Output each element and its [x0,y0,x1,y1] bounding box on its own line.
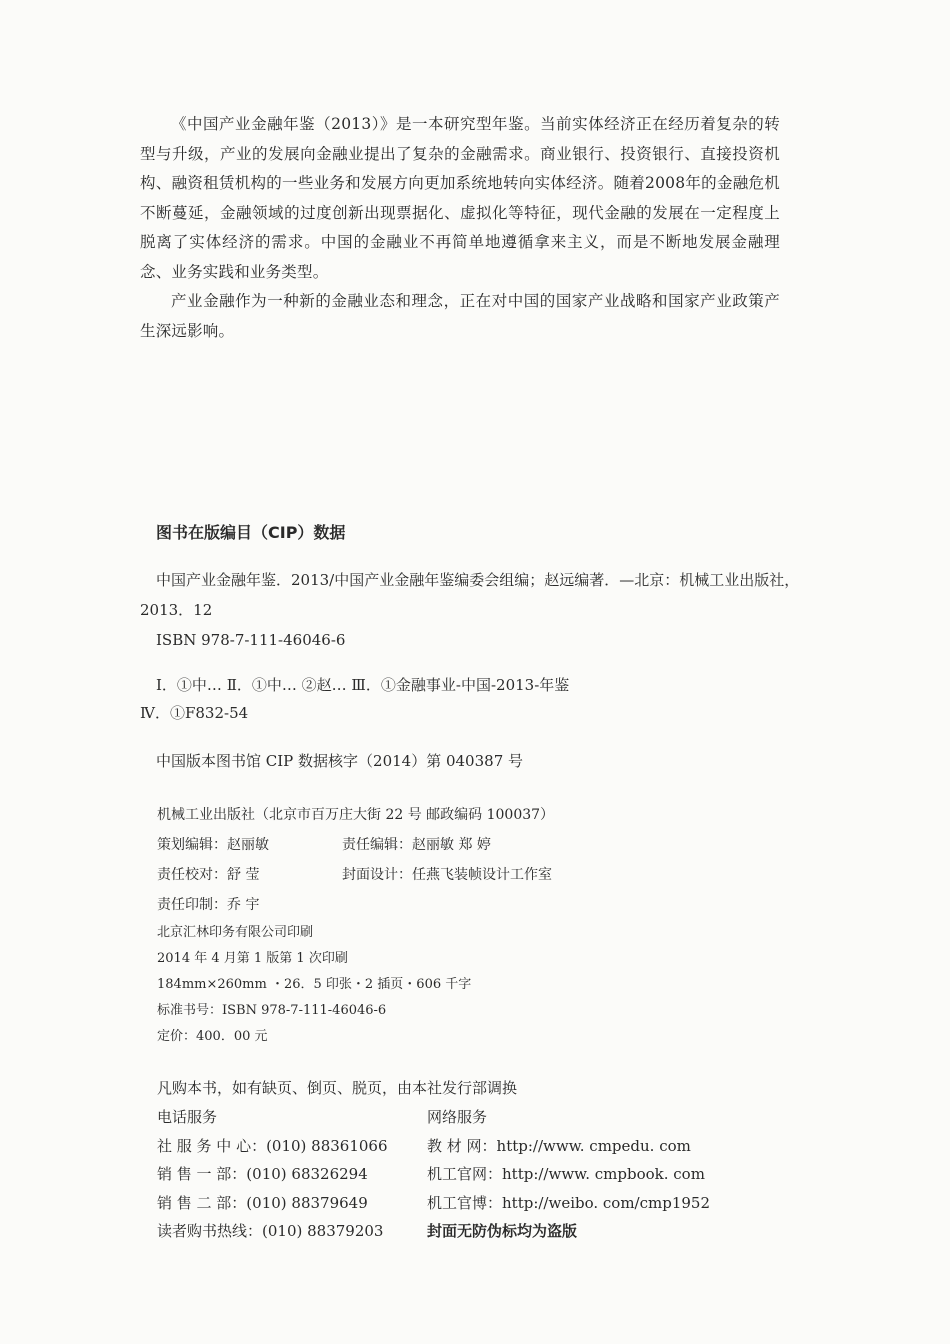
responsible-editor: 责任编辑：赵丽敏 郑 婷 [342,837,491,853]
service-grid [157,1103,780,1246]
web-service-header: 网络服务 [427,1108,488,1126]
cip-isbn: ISBN 978-7-111-46046-6 [156,631,346,649]
web-line: 机工官网：http://www. cmpbook. com [427,1165,705,1183]
replacement-notice: 凡购本书，如有缺页、倒页、脱页，由本社发行部调换 [157,1079,518,1097]
printer: 北京汇林印务有限公司印刷 [157,925,314,940]
price: 定价：400．00 元 [157,1029,268,1044]
planning-editor: 策划编辑：赵丽敏 [157,837,269,853]
intro-paragraph-1: 《中国产业金融年鉴（2013）》是一本研究型年鉴。当前实体经济正在经历着复杂的转型与升级，产业的发展向金融业提出了复杂的金融需求。商业银行、投资银行、直接投资机构、融资租赁机构的一些业务和发展方向更加系统地转向实体经济。随着2008年的金融危机不断蔓延，金融领域的过度创新出现票据化、虚拟化等特征，现代金融的发展在一定程度上脱离了实体经济的需求。中国的金融业不再简单地遵循拿来主义，而是不断地发展金融理念、业务实践和业务类型。 [140,115,780,281]
cip-section [140,520,800,775]
editors-row [157,830,777,860]
phone-line: 读者购书热线：(010) 88379203 [157,1222,384,1240]
standard-isbn: 标准书号：ISBN 978-7-111-46046-6 [157,1003,387,1018]
intro-paragraph-2: 产业金融作为一种新的金融业态和理念，正在对中国的国家产业战略和国家产业政策产生深远影响。 [140,292,780,340]
cip-classification-2: Ⅳ．①F832-54 [140,704,249,722]
phone-line: 销 售 二 部：(010) 88379649 [157,1193,368,1212]
proof-row [157,860,777,890]
phone-line: 销 售 一 部：(010) 68326294 [157,1165,368,1183]
phone-line: 社 服 务 中 心：(010) 88361066 [157,1136,388,1155]
proofreader: 责任校对：舒 莹 [157,867,260,883]
cip-title: 图书在版编目（CIP）数据 [156,523,346,542]
publisher-info [157,800,777,1050]
service-info [140,1073,780,1246]
cip-classification-1: Ⅰ．①中… Ⅱ．①中… ②赵… Ⅲ．①金融事业-中国-2013-年鉴 [156,676,570,694]
web-line: 机工官博：http://weibo. com/cmp1952 [427,1193,711,1212]
edition: 2014 年 4 月第 1 版第 1 次印刷 [157,951,348,966]
anti-piracy-notice: 封面无防伪标均为盗版 [427,1222,578,1240]
cip-description: 中国产业金融年鉴．2013/中国产业金融年鉴编委会组编；赵远编著．—北京：机械工业出版社，2013．12 [140,571,800,619]
book-format: 184mm×260mm ・26．5 印张・2 插页・606 千字 [157,977,472,992]
print-supervisor: 责任印制：乔 宇 [157,897,260,913]
cip-number: 中国版本图书馆 CIP 数据核字（2014）第 040387 号 [156,752,524,770]
cover-design: 封面设计：任燕飞装帧设计工作室 [342,867,552,883]
phone-service-header: 电话服务 [157,1108,218,1126]
introduction [140,110,780,346]
publisher-name-address: 机械工业出版社（北京市百万庄大街 22 号 邮政编码 100037） [157,807,555,823]
web-line: 教 材 网：http://www. cmpedu. com [427,1136,691,1155]
